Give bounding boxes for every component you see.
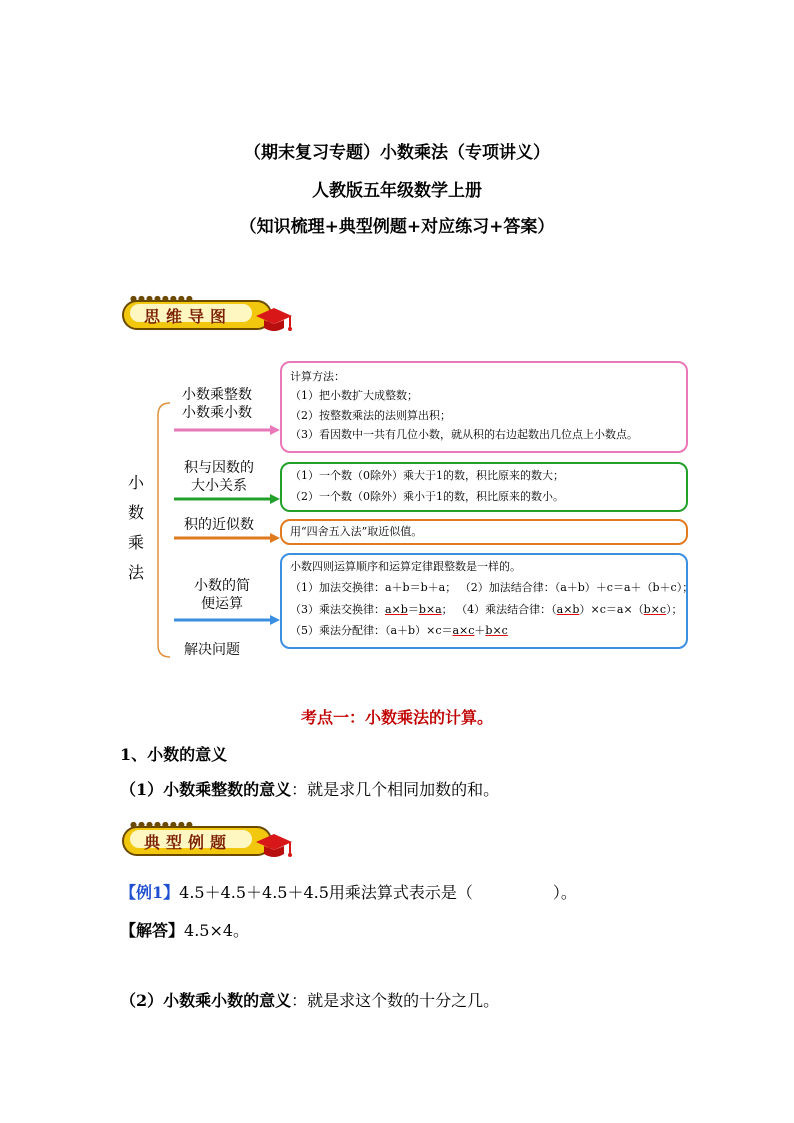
box-simplified-operations: 小数四则运算顺序和运算定律跟整数是一样的。 （1）加法交换律：a＋b＝b＋a； （2）加法结合律：（a＋b）＋c＝a＋（b＋c）； （3）乘法交换律：a×b＝b×a； （4）乘法结合律：（a×b）×c＝a×（b×c）； （5）乘法分配律：（a＋b）×c＝a×c＋b×c — [280, 553, 688, 649]
branch-label-problems: 解决问题 — [184, 642, 240, 658]
examples-banner — [122, 820, 294, 860]
exam-point-heading: 考点一：小数乘法的计算。 — [300, 708, 493, 727]
document-subtitle: 人教版五年级数学上册 — [312, 181, 482, 201]
branch-label-approx: 积的近似数 — [184, 517, 254, 533]
banner-text: 典型例题 — [144, 833, 233, 852]
section-heading: 1、小数的意义 — [120, 745, 228, 764]
graduation-cap-icon — [254, 828, 294, 862]
paragraph-2: （2）小数乘小数的意义：就是求这个数的十分之几。 — [120, 991, 500, 1010]
box-calculation-method: 计算方法： （1）把小数扩大成整数； （2）按整数乘法的法则算出积； （3）看因数中一共有几位小数，就从积的右边起数出几位点上小数点。 — [280, 361, 688, 453]
root-char-3: 乘 — [128, 533, 145, 552]
document-title: （期末复习专题）小数乘法（专项讲义） — [244, 143, 550, 163]
branch-label-simplify: 小数的简 便运算 — [194, 578, 250, 612]
branch-label-relation: 积与因数的 大小关系 — [184, 460, 254, 494]
answer-1: 【解答】4.5×4。 — [120, 921, 250, 940]
paragraph-1: （1）小数乘整数的意义：就是求几个相同加数的和。 — [120, 780, 500, 799]
banner-dots: ●●●●●●●● — [130, 820, 194, 829]
banner-dots: ●●●●●●●● — [130, 294, 194, 303]
example-1: 【例1】4.5＋4.5＋4.5＋4.5用乘法算式表示是（ ）。 — [120, 883, 577, 902]
document-subtitle-2: （知识梳理+典型例题+对应练习+答案） — [239, 217, 555, 237]
banner-text: 思维导图 — [144, 307, 233, 326]
root-char-2: 数 — [128, 503, 145, 522]
root-char-1: 小 — [128, 473, 145, 492]
root-char-4: 法 — [128, 563, 145, 582]
box-approximation: 用“四舍五入法”取近似值。 — [280, 519, 688, 545]
box-product-factor-relation: （1）一个数（0除外）乘大于1的数，积比原来的数大； （2）一个数（0除外）乘小于1的数，积比原来的数小。 — [280, 462, 688, 512]
branch-label-multiply: 小数乘整数 小数乘小数 — [182, 387, 252, 421]
